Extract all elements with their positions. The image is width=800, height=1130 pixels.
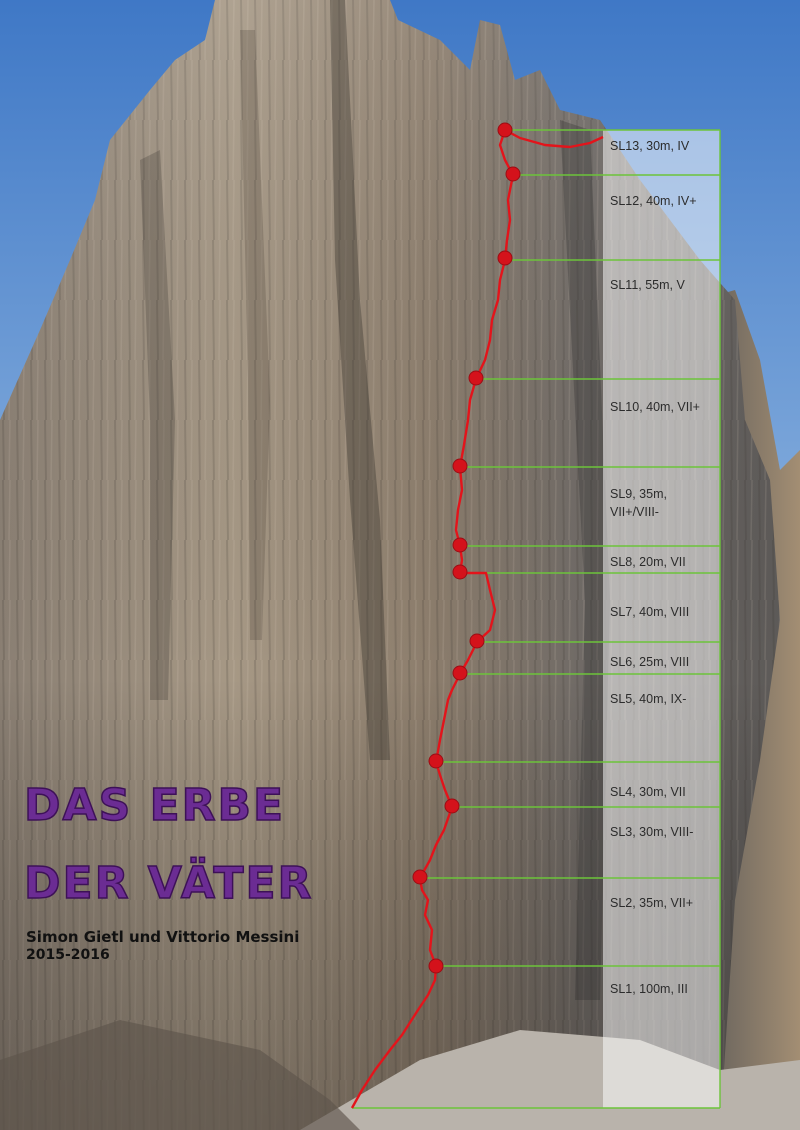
pitch-label-sl11: SL11, 55m, V	[610, 278, 685, 292]
belay-marker-sl10	[469, 371, 483, 385]
route-title-line-2: DER VÄTER	[24, 858, 314, 909]
belay-marker-sl13	[498, 123, 512, 137]
belay-marker-sl12	[506, 167, 520, 181]
route-title-line-1: DAS ERBE	[24, 780, 286, 831]
pitch-label-sl2: SL2, 35m, VII+	[610, 896, 694, 910]
pitch-label-sl5: SL5, 40m, IX-	[610, 692, 687, 706]
pitch-label-sl12: SL12, 40m, IV+	[610, 194, 697, 208]
first-ascensionists: Simon Gietl und Vittorio Messini	[26, 928, 300, 946]
pitch-label-sl7: SL7, 40m, VIII	[610, 605, 690, 619]
belay-marker-sl8	[453, 538, 467, 552]
ascent-years: 2015-2016	[26, 947, 110, 963]
pitch-label-sl13: SL13, 30m, IV	[610, 139, 690, 153]
belay-marker-sl6	[470, 634, 484, 648]
belay-marker-sl11	[498, 251, 512, 265]
pitch-label-sl1: SL1, 100m, III	[610, 982, 688, 996]
belay-marker-sl1	[429, 959, 443, 973]
pitch-label-sl9: SL9, 35m, VII+/VIII-	[610, 487, 667, 520]
belay-marker-sl9	[453, 459, 467, 473]
pitch-label-sl10: SL10, 40m, VII+	[610, 400, 700, 414]
pitch-label-sl3: SL3, 30m, VIII-	[610, 825, 694, 839]
pitch-label-sl8: SL8, 20m, VII	[610, 555, 686, 569]
pitch-label-sl6: SL6, 25m, VIII	[610, 655, 690, 669]
belay-marker-sl7	[453, 565, 467, 579]
belay-marker-sl3	[445, 799, 459, 813]
belay-marker-sl5	[453, 666, 467, 680]
belay-marker-sl4	[429, 754, 443, 768]
pitch-label-sl4: SL4, 30m, VII	[610, 785, 686, 799]
belay-marker-sl2	[413, 870, 427, 884]
